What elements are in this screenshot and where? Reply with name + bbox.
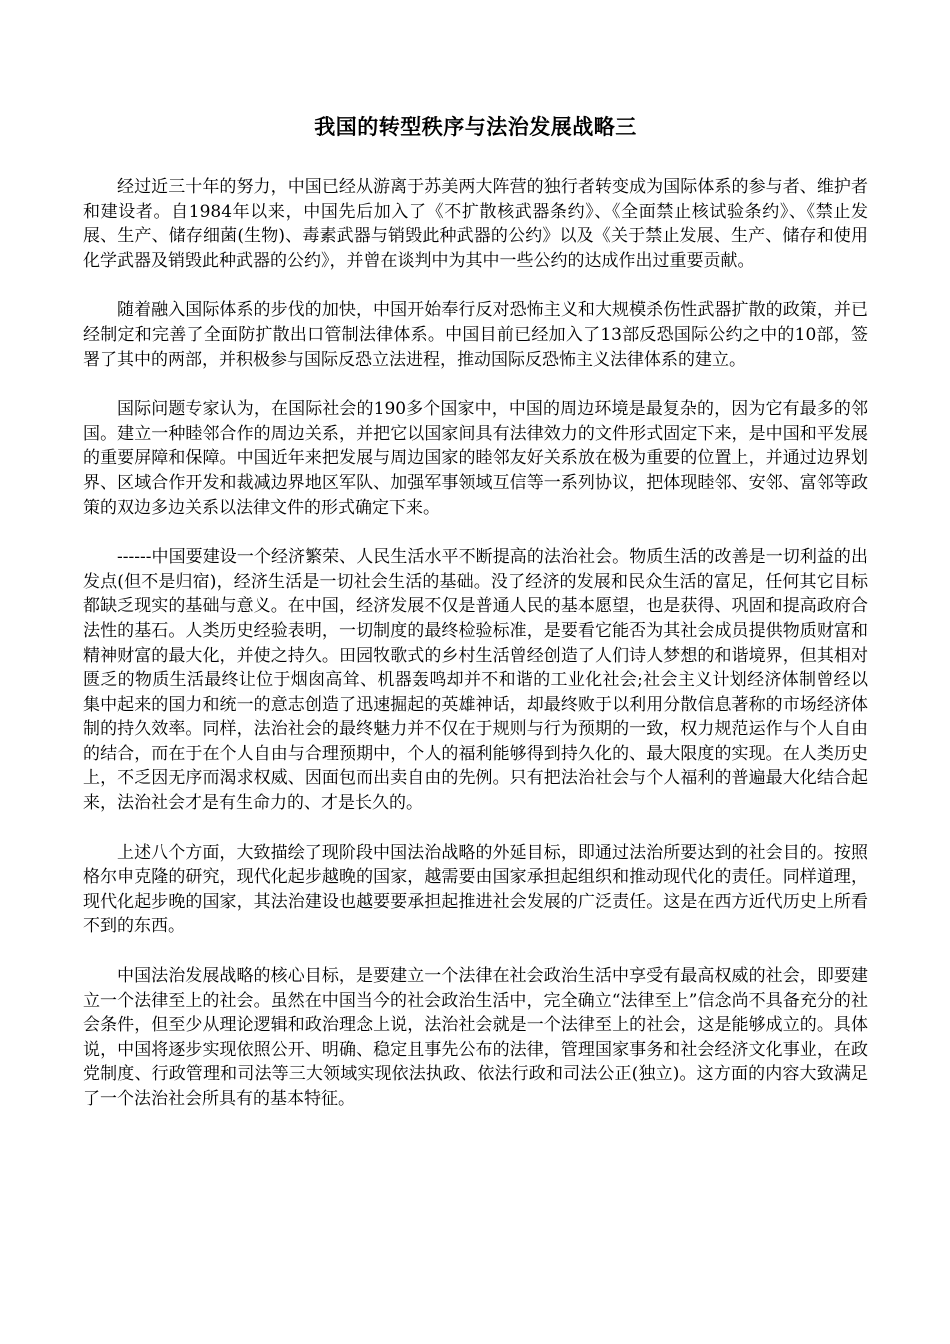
paragraph-5: 上述八个方面，大致描绘了现阶段中国法治战略的外延目标，即通过法治所要达到的社会目的。按照格尔申克隆的研究，现代化起步越晚的国家，越需要由国家承担起组织和推动现代化的责任。同样道理，现代化起步晚的国家，其法治建设也越要要承担起推进社会发展的广泛责任。这是在西方近代历史上所看不到的东西。 — [83, 842, 868, 937]
paragraph-6: 中国法治发展战略的核心目标，是要建立一个法律在社会政治生活中享受有最高权威的社会，即要建立一个法律至上的社会。虽然在中国当今的社会政治生活中，完全确立“法律至上”信念尚不具备充分的社会条件，但至少从理论逻辑和政治理念上说，法治社会就是一个法律至上的社会，这是能够成立的。具体说，中国将逐步实现依照公开、明确、稳定且事先公布的法律，管理国家事务和社会经济文化事业，在政党制度、行政管理和司法等三大领域实现依法执政、依法行政和司法公正(独立)。这方面的内容大致满足了一个法治社会所具有的基本特征。 — [83, 966, 868, 1109]
paragraph-4: ------中国要建设一个经济繁荣、人民生活水平不断提高的法治社会。物质生活的改善是一切利益的出发点(但不是归宿)，经济生活是一切社会生活的基础。没了经济的发展和民众生活的富足，任何其它目标都缺乏现实的基础与意义。在中国，经济发展不仅是普通人民的基本愿望，也是获得、巩固和提高政府合法性的基石。人类历史经验表明，一切制度的最终检验标准，是要看它能否为其社会成员提供物质财富和精神财富的最大化，并使之持久。田园牧歌式的乡村生活曾经创造了人们诗人梦想的和谐境界，但其相对匮乏的物质生活最终让位于烟囱高耸、机器轰鸣却并不和谐的工业化社会;社会主义计划经济体制曾经以集中起来的国力和统一的意志创造了迅速掘起的英雄神话，却最终败于以利用分散信息著称的市场经济体制的持久效率。同样，法治社会的最终魅力并不仅在于规则与行为预期的一致，权力规范运作与个人自由的结合，而在于在个人自由与合理预期中，个人的福利能够得到持久化的、最大限度的实现。在人类历史上，不乏因无序而渴求权威、因面包而出卖自由的先例。只有把法治社会与个人福利的普遍最大化结合起来，法治社会才是有生命力的、才是长久的。 — [83, 547, 868, 814]
paragraph-3: 国际问题专家认为，在国际社会的190多个国家中，中国的周边环境是最复杂的，因为它有最多的邻国。建立一种睦邻合作的周边关系，并把它以国家间具有法律效力的文件形式固定下来，是中国和平发展的重要屏障和保障。中国近年来把发展与周边国家的睦邻友好关系放在极为重要的位置上，并通过边界划界、区域合作开发和裁减边界地区军队、加强军事领域互信等一系列协议，把体现睦邻、安邻、富邻等政策的双边多边关系以法律文件的形式确定下来。 — [83, 399, 868, 518]
document-page — [83, 0, 868, 1137]
document-body — [83, 175, 868, 1112]
paragraph-2: 随着融入国际体系的步伐的加快，中国开始奉行反对恐怖主义和大规模杀伤性武器扩散的政策，并已经制定和完善了全面防扩散出口管制法律体系。中国目前已经加入了13部反恐国际公约之中的10部，签署了其中的两部，并积极参与国际反恐立法进程，推动国际反恐怖主义法律体系的建立。 — [83, 300, 868, 370]
document-title: 我国的转型秩序与法治发展战略三 — [314, 114, 637, 139]
paragraph-1: 经过近三十年的努力，中国已经从游离于苏美两大阵营的独行者转变成为国际体系的参与者、维护者和建设者。自1984年以来，中国先后加入了《不扩散核武器条约》、《全面禁止核试验条约》、《禁止发展、生产、储存细菌(生物)、毒素武器与销毁此种武器的公约》以及《关于禁止发展、生产、储存和使用化学武器及销毁此种武器的公约》，并曾在谈判中为其中一些公约的达成作出过重要贡献。 — [83, 177, 868, 271]
